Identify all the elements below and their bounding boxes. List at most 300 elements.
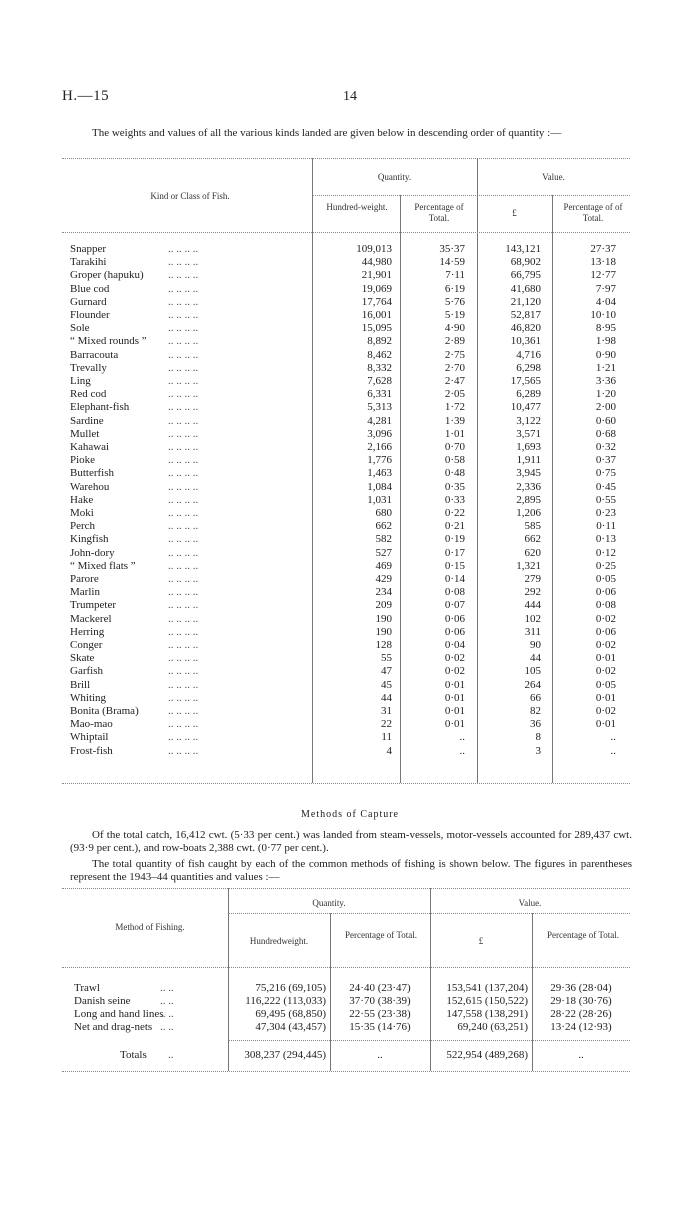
pct-quantity-cell: 37·70 (38·39) <box>349 995 411 1007</box>
divider <box>430 888 431 1071</box>
table-row <box>0 335 700 347</box>
hundredweight-cell: 22 <box>381 718 392 731</box>
leader-dots: .. .. .. .. <box>168 705 199 717</box>
value-cell: 662 <box>524 533 541 546</box>
pct-value-cell: 0·25 <box>595 559 616 572</box>
hundredweight-cell: 190 <box>375 612 392 625</box>
leader-dots: .. <box>168 1049 174 1061</box>
table-row <box>0 401 700 413</box>
pct-quantity-cell: 2·47 <box>444 375 465 387</box>
leader-dots: .. .. .. .. <box>168 467 199 480</box>
totals-rule <box>228 1040 630 1041</box>
value-cell: 3 <box>535 744 541 757</box>
hundredweight-cell: 15,095 <box>361 322 392 335</box>
method-name: Net and drag-nets <box>74 1021 153 1033</box>
methods-paragraph-1: Of the total catch, 16,412 cwt. (5·33 per cent.) was landed from steam-vessels, motor-vessels accounted for 289,437 cwt. (93·9 per cent.), and row-boats 2,388 cwt. (0·77 per cent.). <box>70 829 632 854</box>
leader-dots: .. .. .. .. <box>168 573 199 585</box>
fish-name: John-dory <box>70 546 115 559</box>
leader-dots: .. .. <box>160 1008 174 1020</box>
pct-value-cell: 2·00 <box>595 401 616 414</box>
pct-value-cell: 0·01 <box>595 691 616 704</box>
leader-dots: .. .. .. .. <box>168 533 199 546</box>
hundredweight-cell: 209 <box>375 599 392 612</box>
table-row <box>0 547 700 559</box>
column-header-pct-quantity: Percentage of Total. <box>345 930 417 940</box>
fish-name: Elephant-fish <box>70 401 130 414</box>
pct-value-cell: 12·77 <box>590 269 616 282</box>
pct-value-cell: .. <box>610 744 616 757</box>
value-cell: 8 <box>535 731 541 744</box>
hundredweight-cell: 8,892 <box>367 335 392 348</box>
fish-name: Pioke <box>70 454 96 467</box>
table-top-rule <box>62 888 630 889</box>
value-cell: 2,895 <box>516 493 541 506</box>
table-row <box>0 731 700 743</box>
fish-name: Herring <box>70 625 105 638</box>
leader-dots: .. .. .. .. <box>168 414 199 427</box>
hundredweight-cell: 1,031 <box>367 493 392 506</box>
fish-name: Groper (hapuku) <box>70 269 144 282</box>
leader-dots: .. .. .. .. <box>168 335 199 348</box>
fish-name: Sole <box>70 322 90 335</box>
pct-value-cell: .. <box>578 1049 584 1061</box>
table-row <box>0 296 700 308</box>
column-header-value: Value. <box>542 172 565 182</box>
fish-name: Conger <box>70 639 103 651</box>
value-cell: 279 <box>524 573 541 585</box>
leader-dots: .. .. .. .. <box>168 559 199 572</box>
value-cell: 10,477 <box>510 401 541 414</box>
leader-dots: .. .. .. .. <box>168 507 199 519</box>
leader-dots: .. .. .. .. <box>168 731 199 744</box>
column-header-quantity: Quantity. <box>377 172 412 182</box>
table-row <box>0 269 700 281</box>
table-row <box>0 494 700 506</box>
fish-name: Hake <box>70 493 94 506</box>
table-row <box>0 639 700 651</box>
pct-value-cell: 0·13 <box>595 533 616 546</box>
pct-quantity-cell: 14·59 <box>439 256 465 269</box>
table-row <box>0 256 700 268</box>
table-row <box>0 283 700 295</box>
fish-name: “ Mixed rounds ” <box>70 335 147 348</box>
method-name: Danish seine <box>74 995 131 1007</box>
leader-dots: .. .. .. .. <box>168 639 199 651</box>
hundredweight-cell: 75,216 (69,105) <box>255 982 326 994</box>
value-cell: 102 <box>524 612 541 625</box>
pct-value-cell: 8·95 <box>595 322 616 335</box>
pct-value-cell: 0·08 <box>595 599 616 612</box>
leader-dots: .. .. .. .. <box>168 625 199 638</box>
value-cell: 3,122 <box>516 414 541 427</box>
table-row <box>0 586 700 598</box>
hundredweight-cell: 19,069 <box>361 282 392 295</box>
header-bottom-rule <box>62 967 630 968</box>
leader-dots: .. .. .. .. <box>168 678 199 691</box>
table-row <box>0 415 700 427</box>
fish-name: Ling <box>70 375 91 387</box>
pct-value-cell: 0·90 <box>595 348 616 361</box>
hundredweight-cell: 47 <box>381 665 392 678</box>
fish-name: Frost-fish <box>70 744 113 757</box>
pct-value-cell: .. <box>610 731 616 744</box>
value-cell: 444 <box>524 599 541 612</box>
value-cell: 52,817 <box>510 309 541 321</box>
fish-name: Tarakihi <box>70 256 107 269</box>
hundredweight-cell: 1,463 <box>367 467 392 480</box>
column-header-pct-quantity: Percentage of Total. <box>414 202 464 223</box>
hundredweight-cell: 582 <box>375 533 392 546</box>
value-cell: 152,615 (150,522) <box>446 995 528 1007</box>
leader-dots: .. .. .. .. <box>168 665 199 678</box>
value-cell: 143,121 <box>505 243 541 255</box>
hundredweight-cell: 190 <box>375 625 392 638</box>
pct-value-cell: 0·23 <box>595 507 616 519</box>
pct-value-cell: 13·18 <box>590 256 616 269</box>
hundredweight-cell: 31 <box>381 705 392 717</box>
hundredweight-cell: 6,331 <box>367 388 392 401</box>
leader-dots: .. .. .. .. <box>168 375 199 387</box>
table-row <box>0 467 700 479</box>
hundredweight-cell: 21,901 <box>361 269 392 282</box>
pct-value-cell: 0·68 <box>595 427 616 440</box>
table-row <box>0 995 700 1007</box>
table-row <box>0 745 700 757</box>
pct-value-cell: 13·24 (12·93) <box>550 1021 612 1033</box>
fish-name: Sardine <box>70 414 104 427</box>
leader-dots: .. .. .. .. <box>168 454 199 467</box>
pct-value-cell: 0·05 <box>595 678 616 691</box>
table-row <box>0 349 700 361</box>
leader-dots: .. .. .. .. <box>168 441 199 453</box>
pct-value-cell: 0·01 <box>595 652 616 665</box>
fish-name: Snapper <box>70 243 107 255</box>
subheader-rule <box>312 195 630 196</box>
leader-dots: .. .. .. .. <box>168 388 199 401</box>
fish-name: Brill <box>70 678 91 691</box>
pct-quantity-cell: 0·19 <box>444 533 465 546</box>
pct-quantity-cell: 1·01 <box>444 427 465 440</box>
leader-dots: .. .. .. .. <box>168 427 199 440</box>
hundredweight-cell: 3,096 <box>367 427 392 440</box>
pct-quantity-cell: 0·35 <box>444 480 465 493</box>
table-row <box>0 362 700 374</box>
table-row <box>0 309 700 321</box>
pct-value-cell: 29·36 (28·04) <box>550 982 612 994</box>
value-cell: 153,541 (137,204) <box>446 982 528 994</box>
value-cell: 17,565 <box>510 375 541 387</box>
fish-name: Red cod <box>70 388 107 401</box>
pct-quantity-cell: 15·35 (14·76) <box>349 1021 411 1033</box>
table-row <box>0 626 700 638</box>
pct-value-cell: 4·04 <box>595 295 616 308</box>
value-cell: 147,558 (138,291) <box>446 1008 528 1020</box>
hundredweight-cell: 5,313 <box>367 401 392 414</box>
fish-name: Barracouta <box>70 348 119 361</box>
value-cell: 66,795 <box>510 269 541 282</box>
value-cell: 66 <box>530 691 541 704</box>
pct-quantity-cell: .. <box>459 731 465 744</box>
fish-name: Trevally <box>70 361 107 374</box>
pct-value-cell: 0·06 <box>595 586 616 599</box>
value-cell: 264 <box>524 678 541 691</box>
pct-quantity-cell: .. <box>459 744 465 757</box>
hundredweight-cell: 116,222 (113,033) <box>245 995 326 1007</box>
pct-quantity-cell: 0·14 <box>444 573 465 585</box>
pct-quantity-cell: 1·72 <box>444 401 465 414</box>
value-cell: 44 <box>530 652 541 665</box>
fish-name: Mao-mao <box>70 718 113 731</box>
pct-quantity-cell: 0·08 <box>444 586 465 599</box>
pct-quantity-cell: 2·75 <box>444 348 465 361</box>
table-row <box>0 441 700 453</box>
divider <box>228 888 229 1071</box>
value-cell: 620 <box>524 546 541 559</box>
hundredweight-cell: 45 <box>381 678 392 691</box>
pct-quantity-cell: 0·58 <box>444 454 465 467</box>
pct-quantity-cell: 0·15 <box>444 559 465 572</box>
pct-quantity-cell: 2·70 <box>444 361 465 374</box>
pct-quantity-cell: 0·01 <box>444 691 465 704</box>
methods-paragraph-2: The total quantity of fish caught by each of the common methods of fishing is shown below. The figures in parentheses represent the 1943–44 quantities and values :— <box>70 858 632 883</box>
hundredweight-cell: 308,237 (294,445) <box>244 1049 326 1061</box>
leader-dots: .. .. .. .. <box>168 295 199 308</box>
pct-value-cell: 0·55 <box>595 493 616 506</box>
pct-quantity-cell: 0·17 <box>444 546 465 559</box>
pct-quantity-cell: 2·05 <box>444 388 465 401</box>
leader-dots: .. .. .. .. <box>168 520 199 533</box>
pct-quantity-cell: 0·70 <box>444 441 465 453</box>
table-row <box>0 573 700 585</box>
hundredweight-cell: 429 <box>375 573 392 585</box>
fish-name: Bonita (Brama) <box>70 705 139 717</box>
leader-dots: .. .. <box>160 1021 174 1033</box>
hundredweight-cell: 55 <box>381 652 392 665</box>
pct-quantity-cell: 0·02 <box>444 665 465 678</box>
table-row <box>0 679 700 691</box>
pct-value-cell: 0·01 <box>595 718 616 731</box>
table-row <box>0 1021 700 1033</box>
pct-value-cell: 0·02 <box>595 705 616 717</box>
pct-value-cell: 1·98 <box>595 335 616 348</box>
hundredweight-cell: 527 <box>375 546 392 559</box>
fish-name: Parore <box>70 573 99 585</box>
leader-dots: .. .. .. .. <box>168 612 199 625</box>
column-header-quantity: Quantity. <box>312 898 346 908</box>
value-cell: 292 <box>524 586 541 599</box>
fish-name: Butterfish <box>70 467 114 480</box>
value-cell: 3,945 <box>516 467 541 480</box>
totals-label: Totals <box>120 1049 147 1061</box>
pct-value-cell: 0·45 <box>595 480 616 493</box>
pct-value-cell: 1·21 <box>595 361 616 374</box>
hundredweight-cell: 662 <box>375 520 392 533</box>
method-name: Long and hand lines <box>74 1008 164 1020</box>
pct-quantity-cell: 6·19 <box>444 282 465 295</box>
leader-dots: .. .. .. .. <box>168 691 199 704</box>
value-cell: 6,298 <box>516 361 541 374</box>
hundredweight-cell: 17,764 <box>361 295 392 308</box>
pct-value-cell: 3·36 <box>595 375 616 387</box>
value-cell: 105 <box>524 665 541 678</box>
pct-value-cell: 0·37 <box>595 454 616 467</box>
subheader-rule <box>228 913 630 914</box>
table-row <box>0 520 700 532</box>
value-cell: 6,289 <box>516 388 541 401</box>
value-cell: 1,321 <box>516 559 541 572</box>
pct-value-cell: 0·32 <box>595 441 616 453</box>
document-reference: H.—15 <box>62 88 110 104</box>
pct-value-cell: 0·75 <box>595 467 616 480</box>
pct-quantity-cell: 0·02 <box>444 652 465 665</box>
table-row <box>0 533 700 545</box>
hundredweight-cell: 8,332 <box>367 361 392 374</box>
hundredweight-cell: 8,462 <box>367 348 392 361</box>
column-header-pound: £ <box>512 208 517 218</box>
table-row <box>0 322 700 334</box>
hundredweight-cell: 44 <box>381 691 392 704</box>
value-cell: 90 <box>530 639 541 651</box>
pct-value-cell: 0·05 <box>595 573 616 585</box>
pct-quantity-cell: 0·33 <box>444 493 465 506</box>
table-bottom-rule <box>62 783 630 784</box>
table-row <box>0 718 700 730</box>
pct-quantity-cell: 0·06 <box>444 625 465 638</box>
leader-dots: .. .. .. .. <box>168 599 199 612</box>
table-bottom-rule <box>62 1071 630 1072</box>
value-cell: 2,336 <box>516 480 541 493</box>
table-row <box>0 705 700 717</box>
column-header-kind: Kind or Class of Fish. <box>150 191 230 201</box>
hundredweight-cell: 234 <box>375 586 392 599</box>
pct-quantity-cell: 5·76 <box>444 295 465 308</box>
pct-value-cell: 0·02 <box>595 665 616 678</box>
fish-name: “ Mixed flats ” <box>70 559 136 572</box>
fish-name: Blue cod <box>70 282 110 295</box>
value-cell: 46,820 <box>510 322 541 335</box>
hundredweight-cell: 47,304 (43,457) <box>255 1021 326 1033</box>
fish-name: Mullet <box>70 427 100 440</box>
hundredweight-cell: 11 <box>381 731 392 744</box>
pct-quantity-cell: 4·90 <box>444 322 465 335</box>
pct-quantity-cell: 0·22 <box>444 507 465 519</box>
column-header-hundredweight: Hundredweight. <box>249 936 309 946</box>
totals-row <box>0 1049 700 1061</box>
leader-dots: .. .. .. .. <box>168 309 199 321</box>
hundredweight-cell: 16,001 <box>361 309 392 321</box>
hundredweight-cell: 2,166 <box>367 441 392 453</box>
pct-value-cell: 10·10 <box>590 309 616 321</box>
pct-quantity-cell: 24·40 (23·47) <box>349 982 411 994</box>
fish-name: Moki <box>70 507 94 519</box>
value-cell: 585 <box>524 520 541 533</box>
value-cell: 69,240 (63,251) <box>457 1021 528 1033</box>
hundredweight-cell: 44,980 <box>361 256 392 269</box>
leader-dots: .. .. .. .. <box>168 546 199 559</box>
fish-name: Kingfish <box>70 533 109 546</box>
pct-quantity-cell: 1·39 <box>444 414 465 427</box>
table-row <box>0 1008 700 1020</box>
fish-name: Kahawai <box>70 441 110 453</box>
hundredweight-cell: 1,776 <box>367 454 392 467</box>
table-row <box>0 652 700 664</box>
value-cell: 1,911 <box>516 454 541 467</box>
pct-value-cell: 29·18 (30·76) <box>550 995 612 1007</box>
fish-name: Mackerel <box>70 612 112 625</box>
leader-dots: .. .. .. .. <box>168 718 199 731</box>
intro-paragraph: The weights and values of all the various kinds landed are given below in descending order of quantity :— <box>92 127 562 139</box>
pct-quantity-cell: 0·07 <box>444 599 465 612</box>
table-row <box>0 481 700 493</box>
leader-dots: .. .. .. .. <box>168 493 199 506</box>
pct-quantity-cell: .. <box>377 1049 383 1061</box>
pct-value-cell: 0·60 <box>595 414 616 427</box>
column-header-pound: £ <box>478 936 484 946</box>
pct-quantity-cell: 5·19 <box>444 309 465 321</box>
leader-dots: .. .. .. .. <box>168 401 199 414</box>
fish-name: Perch <box>70 520 96 533</box>
leader-dots: .. .. .. .. <box>168 361 199 374</box>
fish-name: Trumpeter <box>70 599 117 612</box>
pct-quantity-cell: 0·01 <box>444 705 465 717</box>
leader-dots: .. .. .. .. <box>168 586 199 599</box>
fish-name: Garfish <box>70 665 103 678</box>
hundredweight-cell: 7,628 <box>367 375 392 387</box>
fish-name: Skate <box>70 652 95 665</box>
leader-dots: .. .. .. .. <box>168 282 199 295</box>
leader-dots: .. .. .. .. <box>168 322 199 335</box>
pct-quantity-cell: 22·55 (23·38) <box>349 1008 411 1020</box>
fish-name: Marlin <box>70 586 100 599</box>
leader-dots: .. .. .. .. <box>168 269 199 282</box>
value-cell: 4,716 <box>516 348 541 361</box>
pct-quantity-cell: 0·04 <box>444 639 465 651</box>
pct-value-cell: 0·11 <box>596 520 616 533</box>
fish-name: Whiting <box>70 691 107 704</box>
column-header-method: Method of Fishing. <box>115 922 185 932</box>
table-row <box>0 243 700 255</box>
hundredweight-cell: 1,084 <box>367 480 392 493</box>
table-row <box>0 982 700 994</box>
value-cell: 68,902 <box>510 256 541 269</box>
pct-value-cell: 27·37 <box>590 243 616 255</box>
column-header-hundredweight: Hundred-weight. <box>326 202 388 212</box>
value-cell: 21,120 <box>510 295 541 308</box>
value-cell: 10,361 <box>510 335 541 348</box>
pct-quantity-cell: 0·48 <box>444 467 465 480</box>
pct-value-cell: 0·02 <box>595 612 616 625</box>
leader-dots: .. .. .. .. <box>168 480 199 493</box>
value-cell: 1,693 <box>516 441 541 453</box>
pct-value-cell: 28·22 (28·26) <box>550 1008 612 1020</box>
hundredweight-cell: 128 <box>375 639 392 651</box>
fish-name: Warehou <box>70 480 110 493</box>
column-header-pct-value: Percentage of Total. <box>547 930 619 940</box>
table-row <box>0 613 700 625</box>
table-row <box>0 507 700 519</box>
pct-quantity-cell: 7·11 <box>445 269 465 282</box>
hundredweight-cell: 680 <box>375 507 392 519</box>
table-row <box>0 388 700 400</box>
pct-quantity-cell: 0·01 <box>444 678 465 691</box>
value-cell: 311 <box>524 625 541 638</box>
value-cell: 82 <box>530 705 541 717</box>
leader-dots: .. .. <box>160 982 174 994</box>
hundredweight-cell: 4,281 <box>367 414 392 427</box>
fish-name: Flounder <box>70 309 110 321</box>
pct-value-cell: 1·20 <box>595 388 616 401</box>
pct-quantity-cell: 0·01 <box>444 718 465 731</box>
